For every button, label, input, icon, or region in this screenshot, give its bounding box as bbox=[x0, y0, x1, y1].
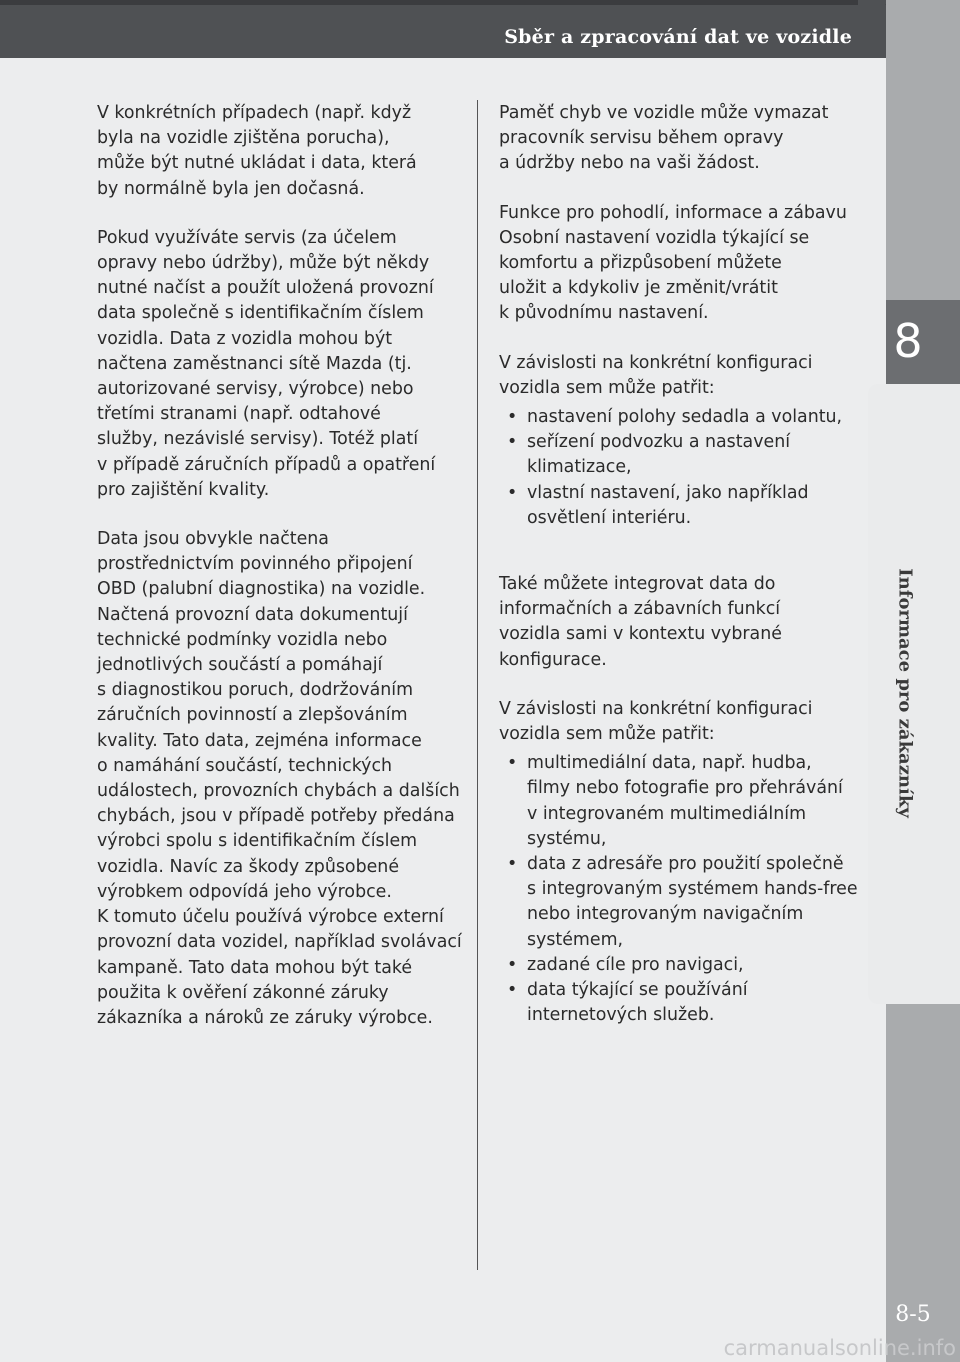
list-item-text: vlastní nastavení, jako například osvětlení interiéru. bbox=[527, 482, 809, 528]
list-item bbox=[507, 405, 869, 430]
bullet-icon: • bbox=[507, 753, 518, 774]
list-item bbox=[507, 751, 869, 852]
list-item bbox=[507, 852, 869, 953]
list-item-text: nastavení polohy sedadla a volantu, bbox=[527, 407, 843, 428]
section-title: Sběr a zpracování dat ve vozidle bbox=[504, 26, 852, 48]
bullet-list bbox=[499, 405, 869, 531]
paragraph: Data jsou obvykle načtena prostřednictvím povinného připojení OBD (palubní diagnostika) na vozidle. Načtená provozní data dokumentují technické podmínky vozidla nebo jednotlivých součástí a pomáhají s diagnostikou poruch, dodržováním záručních povinností a zlepšováním kvality. Tato data, zejména informace o namáhání součástí, technických událostech, provozních chybách a dalších chybách, jsou v případě potřeby předána výrobci spolu s identifikačním číslem vozidla. Navíc za škody způsobené výrobkem odpovídá jeho výrobce. K tomuto účelu používá výrobce externí provozní data vozidel, například svolávací kampaně. Tato data mohou být také použita k ověření zákonné záruky zákazníka a nároků ze záruky výrobce. bbox=[97, 529, 462, 1028]
list-item-text: multimediální data, např. hudba, filmy nebo fotografie pro přehrávání v integrovaném multimediálním systému, bbox=[527, 753, 843, 849]
list-item bbox=[507, 978, 869, 1028]
header-strip bbox=[0, 0, 886, 5]
chapter-number: 8 bbox=[893, 314, 923, 368]
paragraph: Paměť chyb ve vozidle může vymazat pracovník servisu během opravy a údržby nebo na vaši žádost. bbox=[499, 103, 829, 174]
column-divider bbox=[477, 100, 478, 1270]
left-column bbox=[97, 101, 465, 1055]
bullet-list bbox=[499, 751, 869, 1028]
paragraph: Pokud využíváte servis (za účelem opravy nebo údržby), může být někdy nutné načíst a použít uložená provozní data společně s identifikačním číslem vozidla. Data z vozidla mohou být načtena zaměstnanci sítě Mazda (tj. autorizované servisy, výrobce) nebo třetími stranami (např. odtahové služby, nezávislé servisy). Totéž platí v případě záručních případů a opatření pro zajištění kvality. bbox=[97, 227, 436, 500]
list-item-text: data týkající se používání internetových služeb. bbox=[527, 980, 748, 1026]
paragraph: V konkrétních případech (např. když byla na vozidle zjištěna porucha), může být nutné ukládat i data, která by normálně byla jen dočasná. bbox=[97, 103, 417, 199]
bullet-icon: • bbox=[507, 980, 518, 1001]
paragraph: V závislosti na konkrétní konfiguraci vozidla sem může patřit: bbox=[499, 698, 813, 745]
paragraph: Funkce pro pohodlí, informace a zábavu Osobní nastavení vozidla týkající se komfortu a přizpůsobení můžete uložit a kdykoliv je změnit/vrátit k původnímu nastavení. bbox=[499, 202, 847, 324]
bullet-icon: • bbox=[507, 407, 518, 428]
chapter-tab-text: Informace pro zákazníky bbox=[894, 568, 916, 818]
bullet-icon: • bbox=[507, 854, 518, 875]
list-item-text: data z adresáře pro použití společně s integrovaným systémem hands-free nebo integrovaným navigačním systémem, bbox=[527, 854, 858, 950]
page-number: 8-5 bbox=[895, 1302, 931, 1327]
right-column bbox=[499, 101, 869, 1053]
paragraph: Také můžete integrovat data do informačních a zábavních funkcí vozidla sami v kontextu vybrané konfigurace. bbox=[499, 574, 782, 670]
bullet-icon: • bbox=[507, 482, 518, 503]
list-item-text: zadané cíle pro navigaci, bbox=[527, 954, 744, 975]
header-wedge bbox=[858, 0, 888, 58]
watermark: carmanualsonline.info bbox=[723, 1336, 956, 1360]
list-item-text: seřízení podvozku a nastavení klimatizace, bbox=[527, 432, 791, 478]
list-item bbox=[507, 953, 869, 978]
list-item bbox=[507, 430, 869, 480]
page-header bbox=[0, 0, 886, 58]
bullet-icon: • bbox=[507, 432, 518, 453]
paragraph: V závislosti na konkrétní konfiguraci vozidla sem může patřit: bbox=[499, 352, 813, 398]
bullet-icon: • bbox=[507, 954, 518, 975]
list-item bbox=[507, 481, 869, 531]
